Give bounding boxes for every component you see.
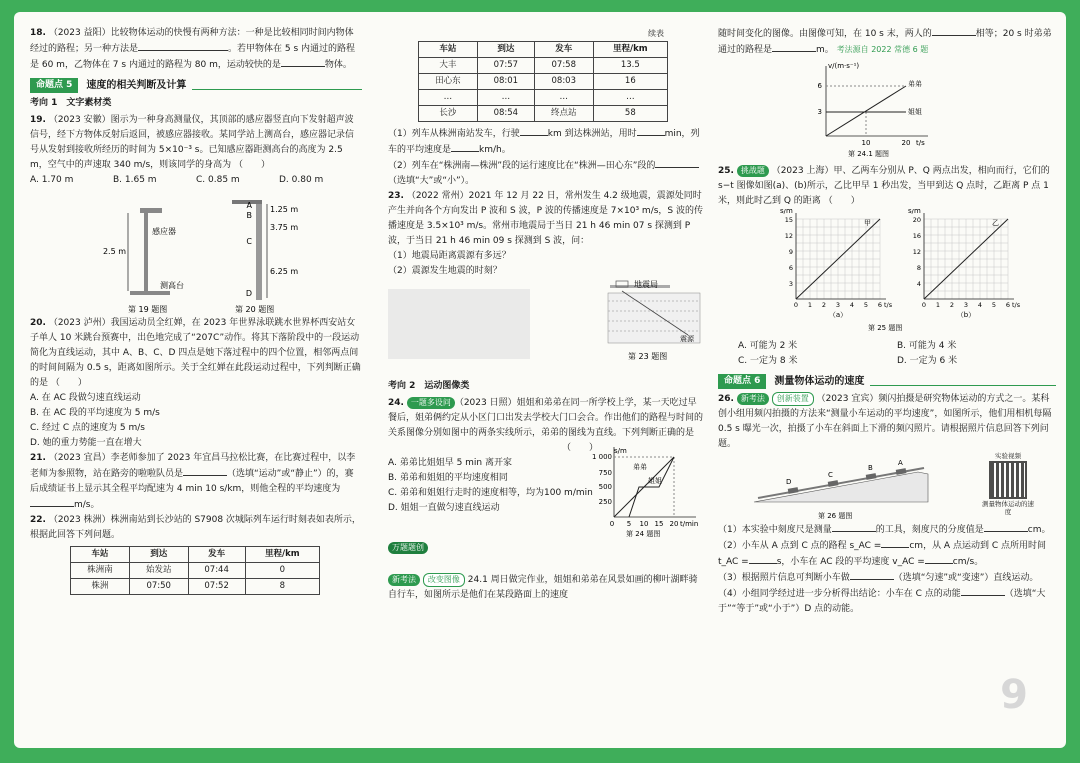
svg-text:A: A (246, 201, 252, 210)
table-row: 大丰 07:57 07:58 13.5 (419, 58, 668, 74)
figure-23 (388, 279, 704, 377)
qr-code-icon[interactable] (989, 461, 1027, 499)
table-header-row: 车站 到达 发车 里程/km (419, 42, 668, 58)
chart-25b-ytick: 12 (912, 248, 921, 256)
svg-text:震源: 震源 (680, 335, 694, 343)
chart-25b-xtick: 5 (991, 301, 997, 309)
svg-text:C: C (828, 471, 833, 479)
question-26-part1: （1）本实验中刻度尺是测量 的工具，刻度尺的分度值是 cm。 (718, 522, 1056, 538)
chart-25b-ylabel: s/m (908, 209, 921, 215)
chart-25a (780, 209, 893, 319)
question-24-options: （ ） A. 弟弟比姐姐早 5 min 离开家 B. 弟弟和姐姐的平均速度相同 C. 弟弟和姐姐行走时的速度相等，均为100 m/min D. 姐姐一直做匀速直线运动 (388, 443, 598, 513)
page-number: 9 (1000, 672, 1028, 718)
answer-blank[interactable] (520, 126, 548, 136)
figure-24-1-chart (718, 58, 1056, 158)
figure-25-charts (718, 209, 1056, 333)
svg-text:3.75 m: 3.75 m (270, 223, 299, 232)
question-24-1: 新考法 改变图像 24.1 周日做完作业，姐姐和弟弟在风景如画的柳叶湖畔骑自行车，如图所示是他们在某段路面上的速度 (388, 575, 698, 600)
question-23: 23. （2022 常州）2021 年 12 月 22 日，常州发生 4.2 级地震，震源处同时产生并向各个方向发出 P 波和 S 波，P 波的传播速度是 7×10³ m/s，S 波的传播速度是 3.5×10³ m/s。常州市地震局于当日 21 h 46 min 07 s 探测到 P 波，于当日 21 h 46 min 09 s 探测到 S 波，问： (388, 191, 703, 246)
qr-code-block[interactable]: 实验视频 测量物体运动的速度 (982, 452, 1034, 516)
answer-blank[interactable] (281, 57, 325, 67)
svg-text:t/min: t/min (680, 520, 699, 528)
svg-text:A: A (898, 459, 903, 467)
column-left (30, 26, 362, 732)
answer-blank[interactable] (881, 538, 909, 548)
question-26: 26. 新考法 创新装置 （2023 宜宾）频闪拍摄是研究物体运动的方式之一。某科创小组用频闪拍摄的方法来“测量小车运动的平均速度”，如图所示，他们用相机每隔 0.5 s 曝光一次，拍摄了小车在斜面上下滑的频闪照片。请根据照片信息回答下列问题。 (718, 394, 1052, 449)
chart-25a-xlabel: t/s (884, 301, 893, 309)
answer-blank[interactable] (925, 554, 953, 564)
question-23-part2: （2）震源发生地震的时刻？ (388, 266, 502, 276)
svg-text:s/m: s/m (614, 447, 627, 455)
svg-text:v/(m·s⁻¹): v/(m·s⁻¹) (828, 62, 860, 70)
svg-text:测高台: 测高台 (160, 281, 184, 290)
svg-text:1 000: 1 000 (591, 453, 612, 461)
svg-text:弟弟: 弟弟 (908, 80, 922, 88)
extension-header: 万题题创 (388, 541, 428, 556)
svg-text:3: 3 (817, 108, 822, 116)
chart-25b-ytick: 4 (916, 280, 921, 288)
svg-text:250: 250 (598, 498, 612, 506)
answer-blank[interactable] (637, 126, 665, 136)
chart-25b-xtick: 2 (949, 301, 955, 309)
svg-text:20: 20 (669, 520, 679, 528)
chart-25a-ytick: 9 (788, 248, 793, 256)
svg-text:第 24 题图: 第 24 题图 (626, 530, 661, 537)
answer-blank[interactable] (183, 466, 227, 476)
question-20: 20. （2023 泸州）我国运动员全红婵，在 2023 年世界泳联跳水世界杯西安站女子单人 10 米跳台预赛中，出色地完成了“207C”动作。将其下落阶段中的一段运动简化为直线运动，其中 A、B、C、D 四点是她下落过程中的四个位置，相邻两点间的时间间隔为 0.5 s，距离如图所示。关于全红婵在此段运动过程中，下列判断正确的是 （ ） (30, 318, 361, 388)
chart-25a-xtick: 6 (877, 301, 883, 309)
chart-25b-xtick: 0 (921, 301, 927, 309)
figure-23-svg (388, 279, 704, 377)
chart-25b (908, 209, 1021, 319)
answer-blank[interactable] (30, 497, 74, 507)
question-18: 18. （2023 益阳）比较物体运动的快慢有两种方法：一种是比较相同时间内物体经过的路程；另一种方法是 。若甲物体在 5 s 内通过的路程是 60 m，乙物体在 7 s 内通过的路程为 80 m，运动较快的是 物体。 (30, 28, 356, 70)
chart-25b-xtick: 3 (963, 301, 969, 309)
workbook-page (14, 12, 1066, 748)
table-row: … … … … (419, 90, 668, 106)
direction-1: 考向 1 文字素材类 (30, 98, 112, 108)
column-middle (388, 26, 704, 732)
svg-text:0: 0 (609, 520, 615, 528)
question-19: 19. （2023 安徽）图示为一种身高测量仪，其顶部的感应器竖直向下发射超声波信号，经下方物体反射后返回，被感应器接收。某同学站上测高台，感应器记录信号从发射到接收所经历的时间为 5×10⁻³ s。已知感应器距测高台的高度为 2.5 m，空气中的声速取 340 m/s，则该同学的身高为 （ ） (30, 115, 355, 170)
question-26-part3: （3）根据照片信息可判断小车做 （选填“匀速”或“变速”）直线运动。 (718, 570, 1056, 586)
question-20-options: A. 在 AC 段做匀速直线运动 B. 在 AC 段的平均速度为 5 m/s C. 经过 C 点的速度为 5 m/s D. 她的重力势能一直在增大 (30, 393, 160, 448)
continued-label: 续表 (648, 29, 664, 38)
svg-text:感应器: 感应器 (152, 227, 176, 236)
svg-text:10: 10 (861, 139, 871, 147)
svg-text:地震局: 地震局 (634, 280, 658, 289)
svg-text:弟弟: 弟弟 (633, 463, 647, 471)
answer-blank[interactable] (451, 142, 479, 152)
chart-25b-xtick: 1 (935, 301, 941, 309)
chart-25b-title: 乙 (992, 219, 999, 227)
question-21: 21. （2023 宜昌）李老师参加了 2023 年宜昌马拉松比赛，在比赛过程中，以李老师为参照物，站在路旁的啦啦队员是 （选填“运动”或“静止”）的，赛后成绩证书上显示其全程平均配速为 4 min 10 s/km，则他全程的平均速度为m/s。 (30, 453, 356, 510)
svg-text:D: D (786, 478, 792, 486)
svg-text:第 23 题图: 第 23 题图 (628, 352, 668, 361)
chart-25a-xtick: 0 (793, 301, 799, 309)
svg-text:第 19 题图: 第 19 题图 (128, 305, 168, 314)
svg-text:t/s: t/s (916, 139, 925, 147)
svg-text:B: B (246, 211, 252, 220)
svg-text:第 20 题图: 第 20 题图 (235, 305, 275, 314)
chart-25b-ytick: 16 (912, 232, 921, 240)
chart-25a-ylabel: s/m (780, 209, 793, 215)
chart-25a-ytick: 12 (784, 232, 793, 240)
chart-25b-xtick: 6 (1005, 301, 1011, 309)
svg-text:姐姐: 姐姐 (908, 108, 922, 116)
direction-2: 考向 2 运动图像类 (388, 381, 470, 391)
chart-25a-ytick: 3 (788, 280, 793, 288)
table-header-row: 车站 到达 发车 里程/km (71, 547, 320, 563)
svg-text:第 24.1 题图: 第 24.1 题图 (848, 150, 890, 158)
svg-text:姐姐: 姐姐 (648, 477, 662, 485)
chart-25b-caption: （b） (956, 311, 976, 319)
question-24-body (388, 441, 704, 573)
question-19-options: A. 1.70 m B. 1.65 m C. 0.85 m D. 0.80 m (30, 175, 324, 185)
figure-24-chart (586, 443, 702, 537)
figures-19-20 (30, 188, 362, 316)
svg-text:6.25 m: 6.25 m (270, 267, 299, 276)
timetable-part2 (418, 41, 668, 122)
question-24-1-cont: 随时间变化的图像。由图像可知，在 10 s 末，两人的 相等；20 s 时弟弟通过的路程是 m。 考法源自 2022 常德 6 题 (718, 26, 1056, 58)
answer-blank[interactable] (932, 26, 976, 36)
question-25-options: A. 可能为 2 米 B. 可能为 4 米 C. 一定为 8 米 D. 一定为 6 米 (738, 341, 958, 366)
question-26-part4: （4）小组同学经过进一步分析得出结论：小车在 C 点的动能 （选填“大于”“等于”或“小于”）D 点的动能。 (718, 586, 1056, 617)
question-23-part1: （1）地震局距离震源有多远？ (388, 251, 511, 261)
svg-text:20: 20 (901, 139, 911, 147)
question-22: 22. （2023 株洲）株洲南站到长沙站的 S7908 次城际列车运行时刻表如表所示，根据此回答下列问题。 (30, 515, 361, 540)
chart-25a-xtick: 5 (863, 301, 869, 309)
chart-25a-ytick: 6 (788, 264, 793, 272)
svg-text:10: 10 (639, 520, 649, 528)
svg-text:D: D (245, 289, 252, 298)
table-row: 长沙 08:54 终点站 58 (419, 106, 668, 122)
chart-25a-ytick: 15 (784, 216, 793, 224)
figure-26 (718, 452, 1056, 522)
chart-25b-xtick: 4 (977, 301, 983, 309)
answer-blank[interactable] (749, 554, 777, 564)
table-row: 田心东 08:01 08:03 16 (419, 74, 668, 90)
svg-text:C: C (246, 237, 252, 246)
svg-text:第 25 题图: 第 25 题图 (868, 324, 903, 332)
svg-text:6: 6 (817, 82, 822, 90)
answer-blank[interactable] (984, 522, 1028, 532)
column-right (718, 26, 1056, 732)
chart-25a-caption: （a） (828, 311, 848, 319)
chart-25b-xlabel: t/s (1012, 301, 1021, 309)
table-row: 株洲 07:50 07:52 8 (71, 579, 320, 595)
question-25: 25. 挑战题 （2023 上海）甲、乙两车分别从 P、Q 两点出发，相向而行，它们的 s−t 图像如图(a)、(b)所示，乙比甲早 1 秒出发，当甲到达 Q 点时，乙距离 P 点 1 米，则此时乙到 Q 的距离 （ ） (718, 166, 1050, 206)
svg-text:5: 5 (626, 520, 632, 528)
question-22-part2: （2）列车在“株洲南—株洲”段的运行速度比在“株洲—田心东”段的（选填“大”或“小”）。 (388, 158, 704, 189)
svg-text:500: 500 (598, 483, 612, 491)
chart-25a-xtick: 4 (849, 301, 855, 309)
chart-25a-xtick: 3 (835, 301, 841, 309)
chart-25b-ytick: 8 (916, 264, 921, 272)
svg-text:15: 15 (654, 520, 664, 528)
question-22-part1: （1）列车从株洲南站发车，行驶 km 到达株洲站，用时 min，列车的平均速度是 km/h。 (388, 126, 704, 158)
svg-text:第 26 题图: 第 26 题图 (818, 512, 853, 520)
answer-blank[interactable] (138, 41, 228, 51)
figure-19-svg (30, 188, 362, 316)
answer-blank[interactable] (832, 522, 876, 532)
answer-blank[interactable] (655, 158, 699, 168)
chart-25a-title: 甲 (864, 219, 871, 227)
answer-blank[interactable] (772, 42, 816, 52)
answer-blank[interactable] (961, 586, 1005, 596)
chart-25a-xtick: 1 (807, 301, 813, 309)
svg-text:1.25 m: 1.25 m (270, 205, 299, 214)
section-header-5: 命题点 5 速度的相关判断及计算 (30, 77, 362, 93)
timetable-part1 (70, 546, 320, 595)
question-24: 24. 一题多设问 （2023 日照）姐姐和弟弟在同一所学校上学，某一天吃过早餐后，姐弟俩约定从小区门口出发去学校大门口会合。作出他们的路程与时间的关系图像分别如图中的两条实线所示，弟弟的图线为直线。下列判断正确的是 (388, 398, 704, 438)
section-header-6: 命题点 6 测量物体运动的速度 (718, 373, 1056, 389)
chart-25b-ytick: 20 (912, 216, 921, 224)
svg-text:2.5 m: 2.5 m (102, 247, 126, 256)
chart-25a-xtick: 2 (821, 301, 827, 309)
table-row: 株洲南 始发站 07:44 0 (71, 563, 320, 579)
answer-blank[interactable] (850, 570, 894, 580)
svg-text:B: B (868, 464, 873, 472)
question-26-part2: （2）小车从 A 点到 C 点的路程 s_AC = cm，从 A 点运动到 C 点所用时间 t_AC = s，小车在 AC 段的平均速度 v_AC = cm/s。 (718, 538, 1056, 570)
svg-text:750: 750 (598, 469, 612, 477)
